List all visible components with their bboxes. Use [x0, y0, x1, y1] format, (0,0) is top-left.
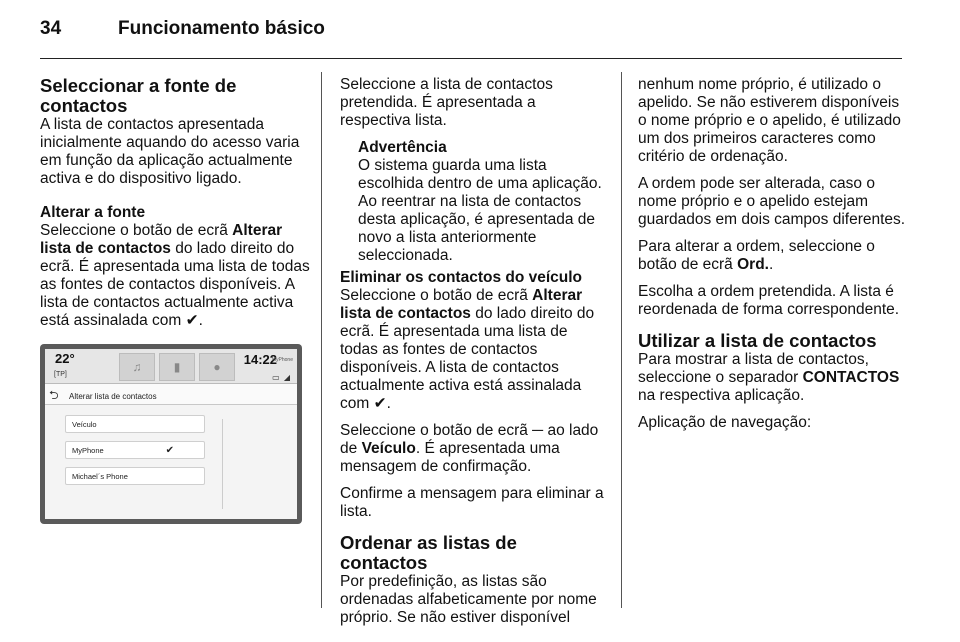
column-2 — [340, 76, 608, 636]
page-header — [40, 18, 920, 50]
back-arrow-icon[interactable]: ⮌ — [49, 388, 59, 402]
column-divider-1 — [321, 72, 322, 608]
list-scroll-divider — [222, 419, 223, 509]
note-heading: Advertência — [358, 139, 447, 156]
column-divider-2 — [621, 72, 622, 608]
tp-indicator: [TP] — [54, 371, 67, 378]
paragraph-order: A ordem pode ser alterada, caso o nome próprio e o apelido estejam guardados em dois campos diferentes. — [638, 175, 906, 228]
page-title: Funcionamento básico — [118, 18, 325, 39]
music-icon[interactable]: ♫ — [119, 353, 155, 381]
page-number: 34 — [40, 18, 62, 39]
source-item-vehicle[interactable]: Veículo — [65, 415, 205, 433]
status-bar — [45, 349, 297, 384]
note-box — [340, 139, 608, 265]
note-body: O sistema guarda uma lista escolhida dentro de uma aplicação. Ao reentrar na lista de contactos desta aplicação, é apresentada de novo a lista anteriormente seleccionada. — [358, 157, 602, 264]
source-item-myphone[interactable]: MyPhone ✔ — [65, 441, 205, 459]
paragraph-navigation: Aplicação de navegação: — [638, 414, 812, 431]
connected-phone-label: MyPhone — [271, 357, 293, 363]
paragraph-continued: nenhum nome próprio, é utilizado o apelido. Se não estiverem disponíveis o nome próprio e o apelido, é utilizado um dos primeiros caracteres como critério de ordenação. — [638, 76, 901, 165]
info-icon[interactable]: ● — [199, 353, 235, 381]
paragraph-change-order: Para alterar a ordem, seleccione o botão de ecrã Ord.. — [638, 238, 875, 273]
signal-icon: ▭ ◢ — [272, 373, 291, 382]
paragraph-use-list: Para mostrar a lista de contactos, seleccione o separador CONTACTOS na respectiva aplicação. — [638, 351, 900, 404]
section-heading-select-source: Seleccionar a fonte de contactos — [40, 75, 237, 116]
subheading-change-source: Alterar a fonte — [40, 204, 146, 221]
paragraph-choose-order: Escolha a ordem pretendida. A lista é reordenada de forma correspondente. — [638, 283, 900, 318]
paragraph-change-source: Seleccione o botão de ecrã Alterar lista de contactos do lado direito do ecrã. É apresentada uma lista de todas as fontes de contactos disponíveis. A lista de contactos actualmente activa está assinalada com ✔. — [40, 222, 310, 329]
paragraph-intro: A lista de contactos apresentada inicialmente aquando do acesso varia em função da aplicação actualmente activa e do dispositivo ligado. — [40, 116, 300, 187]
paragraph-confirm: Confirme a mensagem para eliminar a lista. — [340, 485, 604, 520]
paragraph-minus: Seleccione o botão de ecrã ─ ao lado de Veículo. É apresentada uma mensagem de confirmação. — [340, 422, 599, 475]
temperature-readout: 22° — [55, 351, 75, 366]
paragraph-select-list: Seleccione a lista de contactos pretendida. É apresentada a respectiva lista. — [340, 76, 553, 129]
subheading-delete-contacts: Eliminar os contactos do veículo — [340, 269, 583, 286]
screenshot-contacts-source — [40, 344, 302, 524]
source-item-michaels-phone[interactable]: Michael´s Phone — [65, 467, 205, 485]
paragraph-delete: Seleccione o botão de ecrã Alterar lista de contactos do lado direito do ecrã. É apresentada uma lista de todas as fontes de contactos disponíveis. A lista de contactos actualmente activa está assinalada com ✔. — [340, 287, 595, 412]
phone-icon[interactable]: ▮ — [159, 353, 195, 381]
paragraph-sort: Por predefinição, as listas são ordenadas alfabeticamente por nome próprio. Se não estiver disponível — [340, 573, 597, 626]
screen-title-bar — [45, 384, 297, 405]
column-1 — [40, 76, 310, 524]
checkmark-icon: ✔ — [165, 445, 174, 456]
section-heading-sort: Ordenar as listas de contactos — [340, 532, 517, 573]
section-heading-use-list: Utilizar a lista de contactos — [638, 330, 877, 351]
clock: 14:22 — [243, 352, 277, 367]
screen-title: Alterar lista de contactos — [69, 392, 157, 401]
column-3 — [638, 76, 908, 441]
header-rule — [40, 58, 902, 59]
